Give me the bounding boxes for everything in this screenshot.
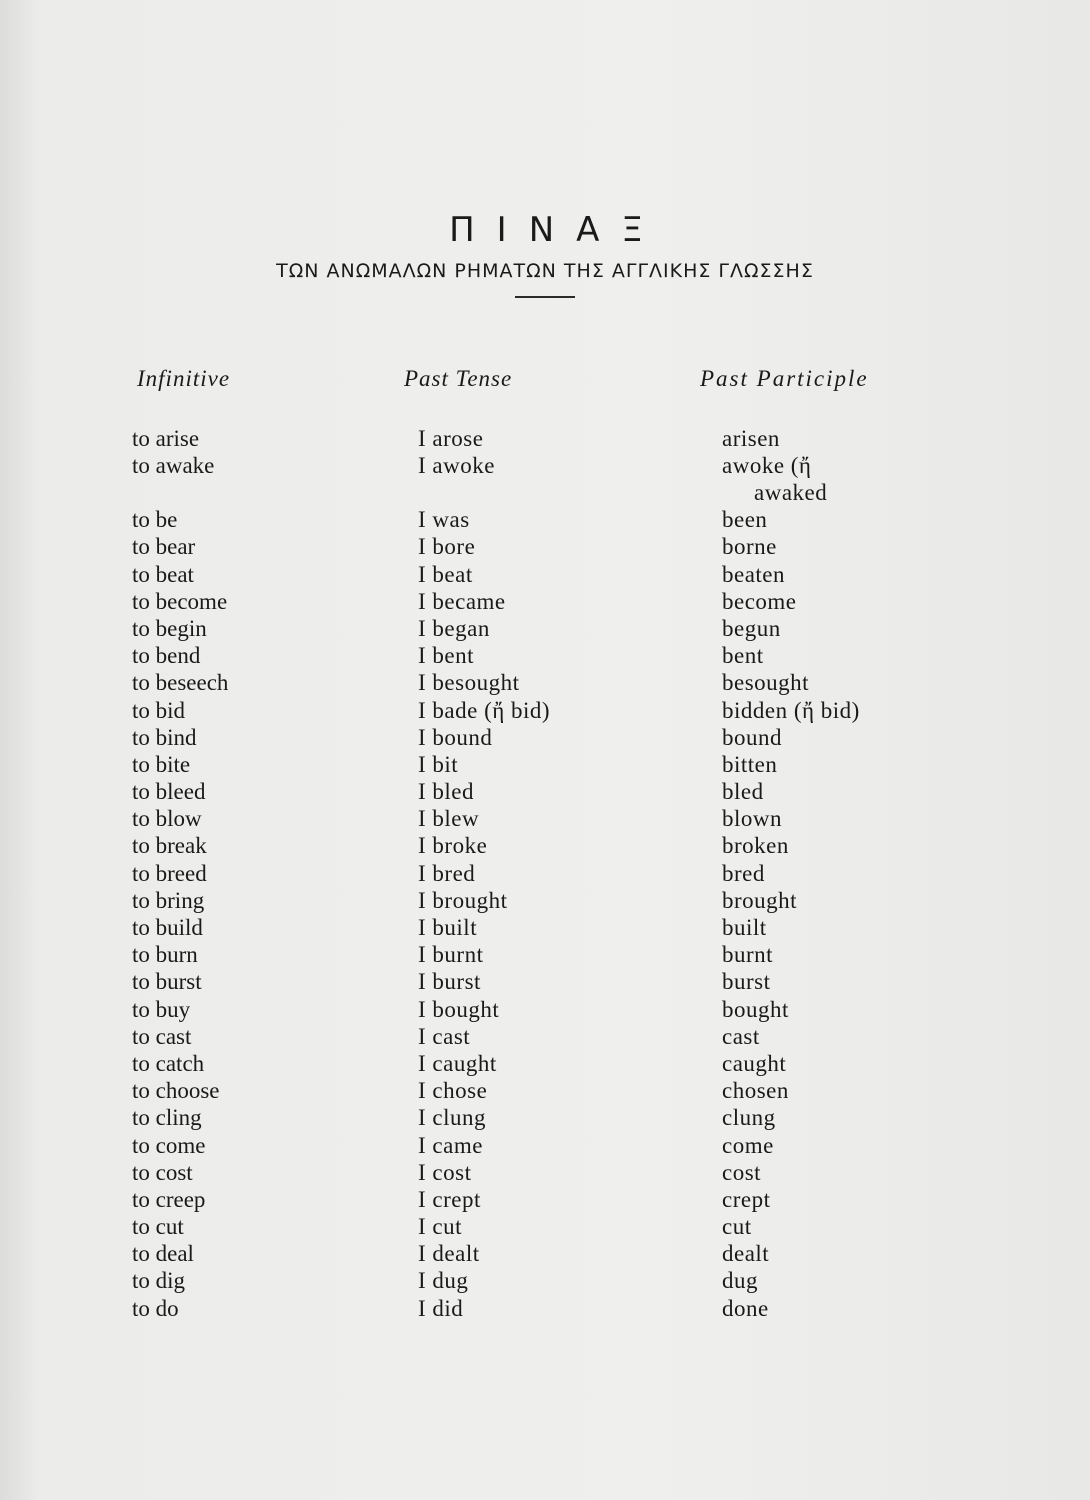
past-participle-text: cut <box>722 1214 752 1240</box>
past-participle-cell <box>722 1295 769 1322</box>
past-participle-cell <box>722 642 764 669</box>
past-participle-text: bent <box>722 643 764 669</box>
past-participle-cell <box>722 914 767 941</box>
past-participle-cell <box>722 506 767 533</box>
table-row <box>0 832 1090 859</box>
past-participle-text: bidden (ἤ bid) <box>722 697 860 723</box>
past-tense-cell: I bent <box>418 643 475 669</box>
infinitive-cell: to breed <box>132 860 207 886</box>
past-tense-cell: I dealt <box>418 1241 480 1267</box>
past-participle-text: chosen <box>722 1078 789 1104</box>
infinitive-cell: to build <box>132 915 203 940</box>
past-tense-cell: I brought <box>418 887 508 913</box>
infinitive-cell: to bind <box>132 724 197 750</box>
past-participle-text: beaten <box>722 561 786 587</box>
past-participle-text: begun <box>722 615 781 641</box>
title-divider <box>515 296 575 298</box>
past-tense-cell: I besought <box>418 670 520 696</box>
past-participle-cell <box>722 996 789 1023</box>
past-participle-text: cost <box>722 1159 762 1185</box>
past-tense-cell: I bit <box>418 751 459 777</box>
infinitive-cell: to burst <box>132 969 202 995</box>
past-participle-text: dug <box>722 1268 758 1294</box>
table-row <box>0 1240 1090 1267</box>
past-tense-cell: I cast <box>418 1023 471 1049</box>
table-row <box>0 996 1090 1023</box>
infinitive-cell: to bid <box>132 697 186 723</box>
past-participle-cell <box>722 1186 770 1213</box>
past-participle-cell <box>722 941 773 968</box>
past-tense-cell: I awoke <box>418 453 495 479</box>
infinitive-cell: to bleed <box>132 779 206 805</box>
infinitive-cell: to choose <box>132 1078 220 1104</box>
past-participle-text: bound <box>722 724 782 750</box>
past-participle-cell <box>722 751 777 778</box>
past-participle-text: bought <box>722 996 789 1022</box>
table-row <box>0 805 1090 832</box>
past-tense-cell: I burst <box>418 969 481 995</box>
past-participle-cell <box>722 724 782 751</box>
table-row <box>0 751 1090 778</box>
past-participle-cell <box>722 968 771 995</box>
table-row <box>0 669 1090 696</box>
table-row <box>0 860 1090 887</box>
page-title: ΠΙΝΑΞ <box>449 210 665 250</box>
past-participle-cell <box>722 832 789 859</box>
past-tense-cell: I clung <box>418 1105 487 1131</box>
infinitive-cell: to beat <box>132 561 194 587</box>
past-participle-text: bitten <box>722 751 778 777</box>
past-participle-text: awoke (ἤ <box>722 453 812 479</box>
infinitive-cell: to catch <box>132 1050 205 1076</box>
past-participle-text: bled <box>722 779 764 805</box>
past-participle-text: dealt <box>722 1241 770 1267</box>
past-tense-cell: I caught <box>418 1050 497 1076</box>
past-participle-cell <box>722 669 809 696</box>
column-headers <box>0 366 1090 398</box>
past-tense-cell: I bled <box>418 779 475 805</box>
past-participle-cell <box>722 533 777 560</box>
infinitive-cell: to deal <box>132 1241 194 1267</box>
infinitive-cell: to bear <box>132 534 196 560</box>
past-tense-cell: I built <box>418 915 478 940</box>
past-participle-text: become <box>722 588 797 614</box>
past-participle-alternate: awaked <box>754 480 828 506</box>
table-row <box>0 425 1090 452</box>
past-participle-text: come <box>722 1132 774 1158</box>
past-participle-cell <box>722 1240 769 1267</box>
table-row <box>0 1132 1090 1159</box>
infinitive-cell: to come <box>132 1132 206 1158</box>
past-participle-cell <box>722 1104 776 1131</box>
past-participle-text: besought <box>722 670 810 696</box>
infinitive-cell: to creep <box>132 1186 206 1212</box>
past-participle-text: bred <box>722 860 765 886</box>
table-row <box>0 1186 1090 1213</box>
column-header-infinitive: Infinitive <box>137 366 231 391</box>
past-participle-cell <box>722 1159 761 1186</box>
infinitive-cell: to cut <box>132 1214 184 1240</box>
page-subtitle: ΤΩΝ ΑΝΩΜΑΛΩΝ ΡΗΜΑΤΩΝ ΤΗΣ ΑΓΓΛΙΚΗΣ ΓΛΩΣΣΗΣ <box>276 260 814 282</box>
past-participle-text: cast <box>722 1023 760 1049</box>
infinitive-cell: to burn <box>132 942 198 968</box>
past-tense-cell: I burnt <box>418 942 484 968</box>
past-participle-cell <box>722 778 764 805</box>
past-participle-cell <box>722 425 780 452</box>
past-participle-cell <box>722 1077 789 1104</box>
past-participle-cell <box>722 452 827 506</box>
table-row <box>0 561 1090 588</box>
column-header-past-participle: Past Participle <box>700 366 869 391</box>
past-tense-cell: I came <box>418 1132 483 1158</box>
table-row <box>0 1023 1090 1050</box>
infinitive-cell: to do <box>132 1295 179 1321</box>
infinitive-cell: to blow <box>132 806 202 832</box>
table-row <box>0 914 1090 941</box>
infinitive-cell: to be <box>132 507 178 533</box>
table-row <box>0 506 1090 533</box>
infinitive-cell: to cost <box>132 1159 193 1185</box>
table-row <box>0 1159 1090 1186</box>
table-row <box>0 697 1090 724</box>
past-tense-cell: I cost <box>418 1159 472 1185</box>
past-tense-cell: I bade (ἤ bid) <box>418 697 551 723</box>
infinitive-cell: to beseech <box>132 670 229 696</box>
table-row <box>0 452 1090 506</box>
past-participle-cell <box>722 1132 774 1159</box>
past-tense-cell: I began <box>418 615 490 641</box>
past-participle-text: broken <box>722 833 789 859</box>
past-participle-text: been <box>722 507 768 533</box>
table-row <box>0 1104 1090 1131</box>
past-participle-cell <box>722 1023 760 1050</box>
infinitive-cell: to cling <box>132 1105 202 1131</box>
past-participle-cell <box>722 1267 758 1294</box>
table-row <box>0 724 1090 751</box>
past-tense-cell: I blew <box>418 806 480 832</box>
table-row <box>0 588 1090 615</box>
past-participle-cell <box>722 887 797 914</box>
past-tense-cell: I became <box>418 588 506 614</box>
infinitive-cell: to bend <box>132 643 201 669</box>
past-participle-cell <box>722 697 860 724</box>
table-row <box>0 1213 1090 1240</box>
past-tense-cell: I cut <box>418 1214 463 1240</box>
past-participle-cell <box>722 1213 752 1240</box>
table-row <box>0 1077 1090 1104</box>
infinitive-cell: to cast <box>132 1023 192 1049</box>
past-participle-text: burnt <box>722 942 774 968</box>
past-participle-text: brought <box>722 887 798 913</box>
past-tense-cell: I was <box>418 507 470 533</box>
infinitive-cell: to become <box>132 588 228 614</box>
past-tense-cell: I dug <box>418 1268 469 1294</box>
past-participle-text: caught <box>722 1050 787 1076</box>
table-row <box>0 968 1090 995</box>
table-row <box>0 1267 1090 1294</box>
past-participle-cell <box>722 1050 786 1077</box>
table-row <box>0 615 1090 642</box>
table-row <box>0 1295 1090 1322</box>
table-row <box>0 1050 1090 1077</box>
table-header <box>0 210 1090 298</box>
irregular-verbs-table <box>0 425 1090 1322</box>
past-participle-text: blown <box>722 806 782 832</box>
past-participle-text: built <box>722 915 767 940</box>
table-row <box>0 887 1090 914</box>
past-participle-text: arisen <box>722 426 780 451</box>
infinitive-cell: to dig <box>132 1268 186 1294</box>
column-header-past-tense: Past Tense <box>404 366 513 391</box>
past-participle-text: done <box>722 1295 769 1321</box>
infinitive-cell: to bring <box>132 887 205 913</box>
past-participle-cell <box>722 588 797 615</box>
past-tense-cell: I bore <box>418 534 476 560</box>
past-tense-cell: I arose <box>418 426 484 451</box>
table-row <box>0 642 1090 669</box>
table-row <box>0 941 1090 968</box>
past-tense-cell: I bound <box>418 724 493 750</box>
past-participle-text: crept <box>722 1186 771 1212</box>
past-tense-cell: I bought <box>418 996 500 1022</box>
infinitive-cell: to bite <box>132 751 191 777</box>
infinitive-cell: to break <box>132 833 207 859</box>
past-participle-text: borne <box>722 534 777 560</box>
past-tense-cell: I chose <box>418 1078 488 1104</box>
past-participle-cell <box>722 615 781 642</box>
past-tense-cell: I bred <box>418 860 476 886</box>
past-tense-cell: I did <box>418 1295 464 1321</box>
past-participle-cell <box>722 805 782 832</box>
past-participle-text: burst <box>722 969 771 995</box>
table-row <box>0 778 1090 805</box>
past-participle-text: clung <box>722 1105 776 1131</box>
infinitive-cell: to arise <box>132 426 200 451</box>
infinitive-cell: to begin <box>132 615 207 641</box>
past-tense-cell: I beat <box>418 561 473 587</box>
past-tense-cell: I broke <box>418 833 488 859</box>
past-participle-cell <box>722 860 765 887</box>
past-participle-cell <box>722 561 785 588</box>
infinitive-cell: to awake <box>132 453 215 479</box>
past-tense-cell: I crept <box>418 1186 481 1212</box>
infinitive-cell: to buy <box>132 996 191 1022</box>
table-row <box>0 533 1090 560</box>
